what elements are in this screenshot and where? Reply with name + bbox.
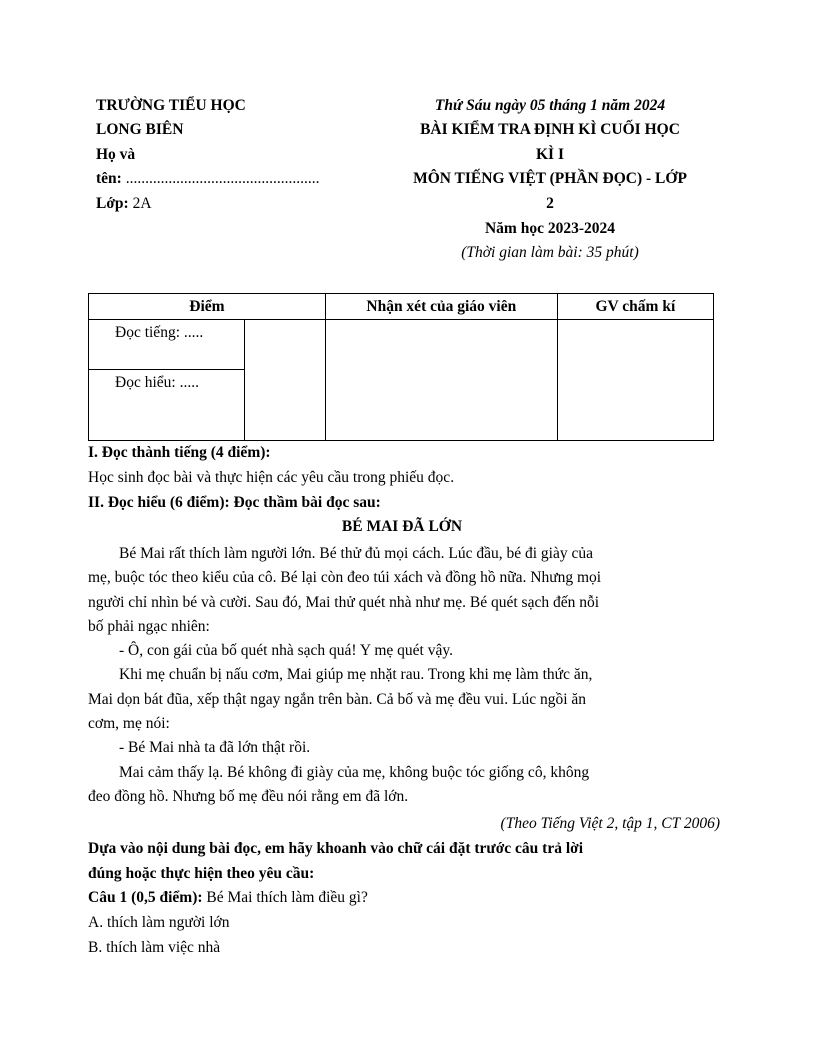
- class-field: [96, 195, 152, 213]
- story-line: người chỉ nhìn bé và cười. Sau đó, Mai thử quét nhà như mẹ. Bé quét sạch đến nỗi: [88, 593, 600, 611]
- story-line: cơm, mẹ nói:: [88, 715, 170, 733]
- grade-table: [88, 293, 714, 441]
- story-line: Bé Mai rất thích làm người lớn. Bé thử đủ mọi cách. Lúc đầu, bé đi giày của: [88, 545, 593, 562]
- subject-line2: 2: [546, 195, 554, 212]
- reading-aloud-label: Đọc tiếng: .....: [115, 324, 204, 341]
- exam-duration: (Thời gian làm bài: 35 phút): [461, 244, 639, 261]
- reading-aloud-cell: [89, 320, 245, 370]
- story-line: Mai cảm thấy lạ. Bé không đi giày của mẹ, không buộc tóc giống cô, không: [88, 763, 590, 781]
- reading-comp-cell: [89, 370, 245, 441]
- school-name-line2: LONG BIÊN: [96, 121, 184, 138]
- section1-heading: I. Đọc thành tiếng (4 điểm):: [88, 444, 271, 461]
- story-line: - Ô, con gái của bố quét nhà sạch quá! Y mẹ quét vậy.: [88, 642, 453, 660]
- story-line: đeo đồng hồ. Nhưng bố mẹ đều nói rằng em đã lớn.: [88, 787, 409, 805]
- section2-heading: II. Đọc hiểu (6 điểm): Đọc thầm bài đọc sau:: [88, 494, 381, 511]
- name-field: [96, 170, 319, 188]
- story-line: bố phải ngạc nhiên:: [88, 617, 210, 635]
- story-line: Khi mẹ chuẩn bị nấu cơm, Mai giúp mẹ nhặt rau. Trong khi mẹ làm thức ăn,: [88, 666, 593, 684]
- col-score: Điểm: [89, 294, 326, 320]
- col-sign: GV chấm kí: [557, 294, 713, 320]
- name-label-1: Họ và: [96, 146, 136, 163]
- grade-row-1: [89, 320, 714, 370]
- comment-cell: [325, 320, 557, 441]
- question1-text: Bé Mai thích làm điều gì?: [202, 889, 368, 906]
- story-source: (Theo Tiếng Việt 2, tập 1, CT 2006): [500, 815, 720, 832]
- sign-cell: [557, 320, 713, 441]
- exam-title-line2: KÌ I: [536, 146, 564, 163]
- name-dots: ..................................................: [121, 170, 320, 187]
- grade-table-header: [89, 294, 714, 320]
- name-label-2: tên:: [96, 170, 122, 187]
- subject-line1: MÔN TIẾNG VIỆT (PHẦN ĐỌC) - LỚP: [413, 170, 687, 187]
- class-value: 2A: [128, 195, 152, 212]
- section1-text: Học sinh đọc bài và thực hiện các yêu cầu trong phiếu đọc.: [88, 469, 455, 486]
- question1: [88, 889, 368, 907]
- school-name-line1: TRƯỜNG TIỂU HỌC: [96, 97, 246, 114]
- exam-date: Thứ Sáu ngày 05 tháng 1 năm 2024: [434, 97, 666, 114]
- question1-option-a: A. thích làm người lớn: [88, 914, 230, 931]
- reading-comp-label: Đọc hiểu: .....: [115, 374, 199, 391]
- class-label: Lớp:: [96, 195, 129, 212]
- question1-option-b: B. thích làm việc nhà: [88, 939, 221, 956]
- col-comment: Nhận xét của giáo viên: [325, 294, 557, 320]
- story-line: mẹ, buộc tóc theo kiểu của cô. Bé lại còn đeo túi xách và đồng hồ nữa. Nhưng mọi: [88, 569, 602, 587]
- story-body: [88, 542, 716, 809]
- exam-title-line1: BÀI KIỂM TRA ĐỊNH KÌ CUỐI HỌC: [420, 121, 680, 138]
- score-total-cell: [245, 320, 326, 441]
- instructions-line2: đúng hoặc thực hiện theo yêu cầu:: [88, 865, 315, 882]
- story-line: - Bé Mai nhà ta đã lớn thật rồi.: [88, 739, 311, 757]
- instructions-line1: Dựa vào nội dung bài đọc, em hãy khoanh vào chữ cái đặt trước câu trả lời: [88, 840, 584, 857]
- question1-label: Câu 1 (0,5 điểm):: [88, 889, 203, 906]
- story-line: Mai dọn bát đũa, xếp thật ngay ngắn trên bàn. Cả bố và mẹ đều vui. Lúc ngồi ăn: [88, 690, 587, 708]
- school-year: Năm học 2023-2024: [484, 220, 616, 237]
- story-title: BÉ MAI ĐÃ LỚN: [341, 518, 463, 535]
